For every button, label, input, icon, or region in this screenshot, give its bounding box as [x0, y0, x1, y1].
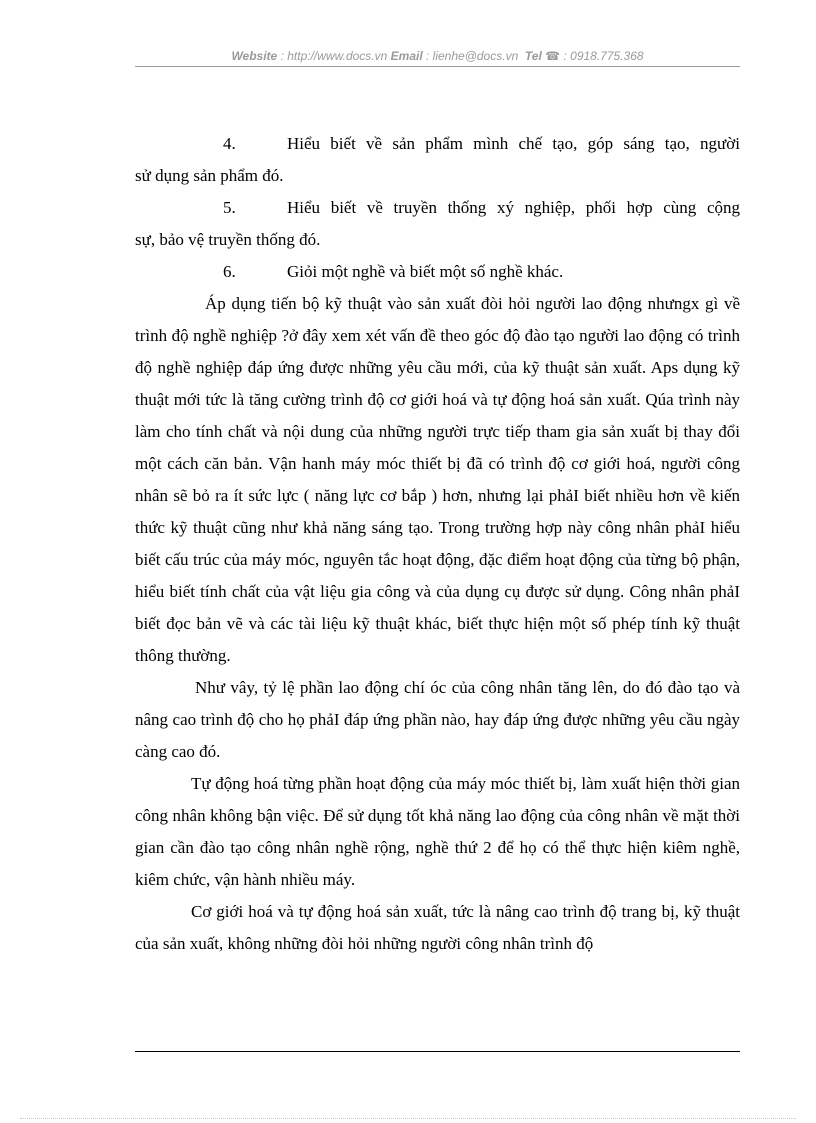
list-item-continuation: sử dụng sản phẩm đó. — [135, 166, 284, 185]
phone-icon: ☎ — [545, 49, 561, 63]
page-bottom-border — [20, 1118, 796, 1119]
tel-separator: : — [560, 49, 571, 63]
list-item-first-line: Hiểu biết về truyền thống xý nghiệp, phối hợp cùng cộng — [287, 198, 740, 217]
list-item-continuation: sự, bảo vệ truyền thống đó. — [135, 230, 321, 249]
list-item-first-line: Giỏi một nghề và biết một số nghề khác. — [287, 262, 564, 281]
email-separator: : — [422, 49, 433, 63]
list-item-5 — [135, 192, 740, 256]
list-item-4 — [135, 128, 740, 192]
tel-label: Tel — [524, 49, 542, 63]
list-item-first-line: Hiểu biết về sản phẩm mình chế tạo, góp sáng tạo, người — [287, 134, 740, 153]
email-link[interactable]: lienhe@docs.vn — [432, 49, 519, 63]
footer-divider — [135, 1051, 740, 1052]
paragraph: Tự động hoá từng phần hoạt động của máy móc thiết bị, làm xuất hiện thời gian công nhân không bận việc. Để sử dụng tốt khả năng lao động của công nhân về mặt thời gian cần đào tạo công nhân nghề rộng, nghề thứ 2 để họ có thể thực hiện kiêm nghề, kiêm chức, vận hành nhiều máy. — [135, 774, 740, 889]
paragraph: Cơ giới hoá và tự động hoá sản xuất, tức là nâng cao trình độ trang bị, kỹ thuật của sản xuất, không những đòi hỏi những người công nhân trình độ — [135, 902, 740, 953]
header-divider — [135, 66, 740, 67]
page-header — [135, 46, 740, 66]
website-link[interactable]: http://www.docs.vn — [287, 49, 388, 63]
email-label: Email — [390, 49, 423, 63]
list-number: 5. — [223, 198, 236, 217]
website-separator: : — [277, 49, 288, 63]
tel-value: 0918.775.368 — [570, 49, 644, 63]
website-label: Website — [231, 49, 278, 63]
paragraph: Như vây, tỷ lệ phần lao động chí óc của công nhân tăng lên, do đó đào tạo và nâng cao trình độ cho họ phảI đáp ứng phần nào, hay đáp ứng được những yêu cầu ngày càng cao đó. — [135, 678, 740, 761]
paragraph: Áp dụng tiến bộ kỹ thuật vào sản xuất đòi hỏi người lao động nhưngx gì về trình độ nghề nghiệp ?ở đây xem xét vấn đề theo góc độ đào tạo người lao động có trình độ nghề nghiệp đáp ứng được những yêu cầu mới, của kỹ thuật sản xuất. Aps dụng kỹ thuật mới tức là tăng cường trình độ cơ giới hoá và tự động hoá sản xuất. Qúa trình này làm cho tính chất và nội dung của những người trực tiếp tham gia sản xuất bị thay đổi một cách căn bản. Vận hanh máy móc thiết bị đã có trình độ cơ giới hoá, người công nhân sẽ bỏ ra ít sức lực ( năng lực cơ bắp ) hơn, nhưng lại phảI biết nhiều hơn về kiến thức kỹ thuật cũng như khả năng sáng tạo. Trong trường hợp này công nhân phảI hiểu biết cấu trúc của máy móc, nguyên tắc hoạt động, đặc điểm hoạt động của từng bộ phận, hiểu biết tính chất của vật liệu gia công và của dụng cụ được sử dụng. Công nhân phảI biết đọc bản vẽ và các tài liệu kỹ thuật khác, biết thực hiện một số phép tính kỹ thuật thông thường. — [135, 294, 740, 665]
list-item-6 — [135, 256, 740, 288]
list-number: 4. — [223, 134, 236, 153]
document-body — [135, 128, 740, 960]
list-number: 6. — [223, 262, 236, 281]
